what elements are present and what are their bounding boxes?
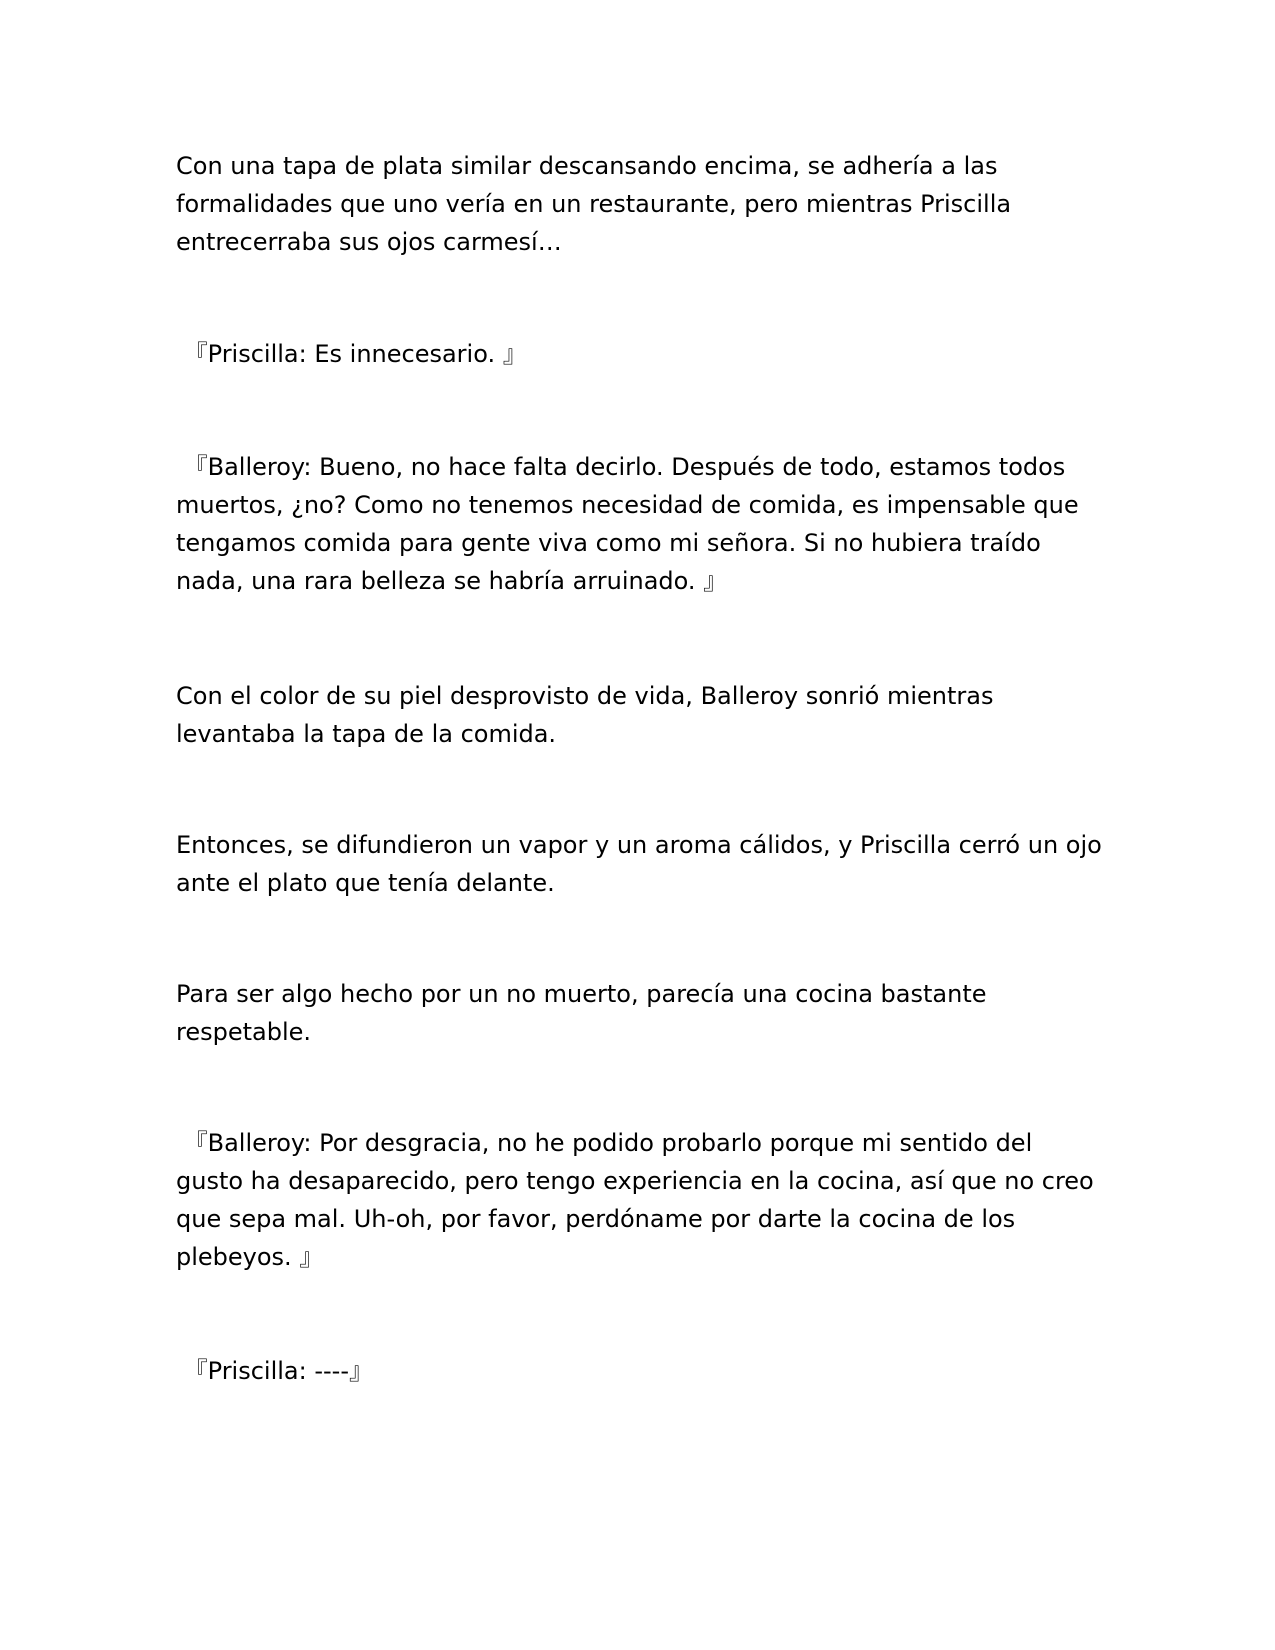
paragraph-dialogue-balleroy: 『Balleroy: Bueno, no hace falta decirlo. Después de todo, estamos todos muertos, ¿no? Como no tenemos necesidad de comida, es impensable que tengamos comida para gente viva como mi señora. Si no hubiera traído nada, una rara belleza se habría arruinado. 』	[176, 453, 1087, 595]
paragraph-dialogue-balleroy: 『Balleroy: Por desgracia, no he podido probarlo porque mi sentido del gusto ha desaparecido, pero tengo experiencia en la cocina, así que no creo que sepa mal. Uh-oh, por favor, perdóname por darte la cocina de los plebeyos. 』	[176, 1129, 1102, 1271]
paragraph-narration: Con el color de su piel desprovisto de vida, Balleroy sonrió mientras levantaba la tapa de la comida.	[176, 682, 1002, 748]
paragraph-dialogue-priscilla: 『Priscilla: ----』	[176, 1357, 373, 1385]
paragraph-narration: Entonces, se difundieron un vapor y un aroma cálidos, y Priscilla cerró un ojo ante el plato que tenía delante.	[176, 831, 1110, 897]
paragraph-narration: Para ser algo hecho por un no muerto, parecía una cocina bastante respetable.	[176, 980, 995, 1046]
paragraph-narration: Con una tapa de plata similar descansando encima, se adhería a las formalidades que uno vería en un restaurante, pero mientras Priscilla entrecerraba sus ojos carmesí…	[176, 152, 1019, 256]
paragraph-dialogue-priscilla: 『Priscilla: Es innecesario. 』	[176, 340, 527, 368]
